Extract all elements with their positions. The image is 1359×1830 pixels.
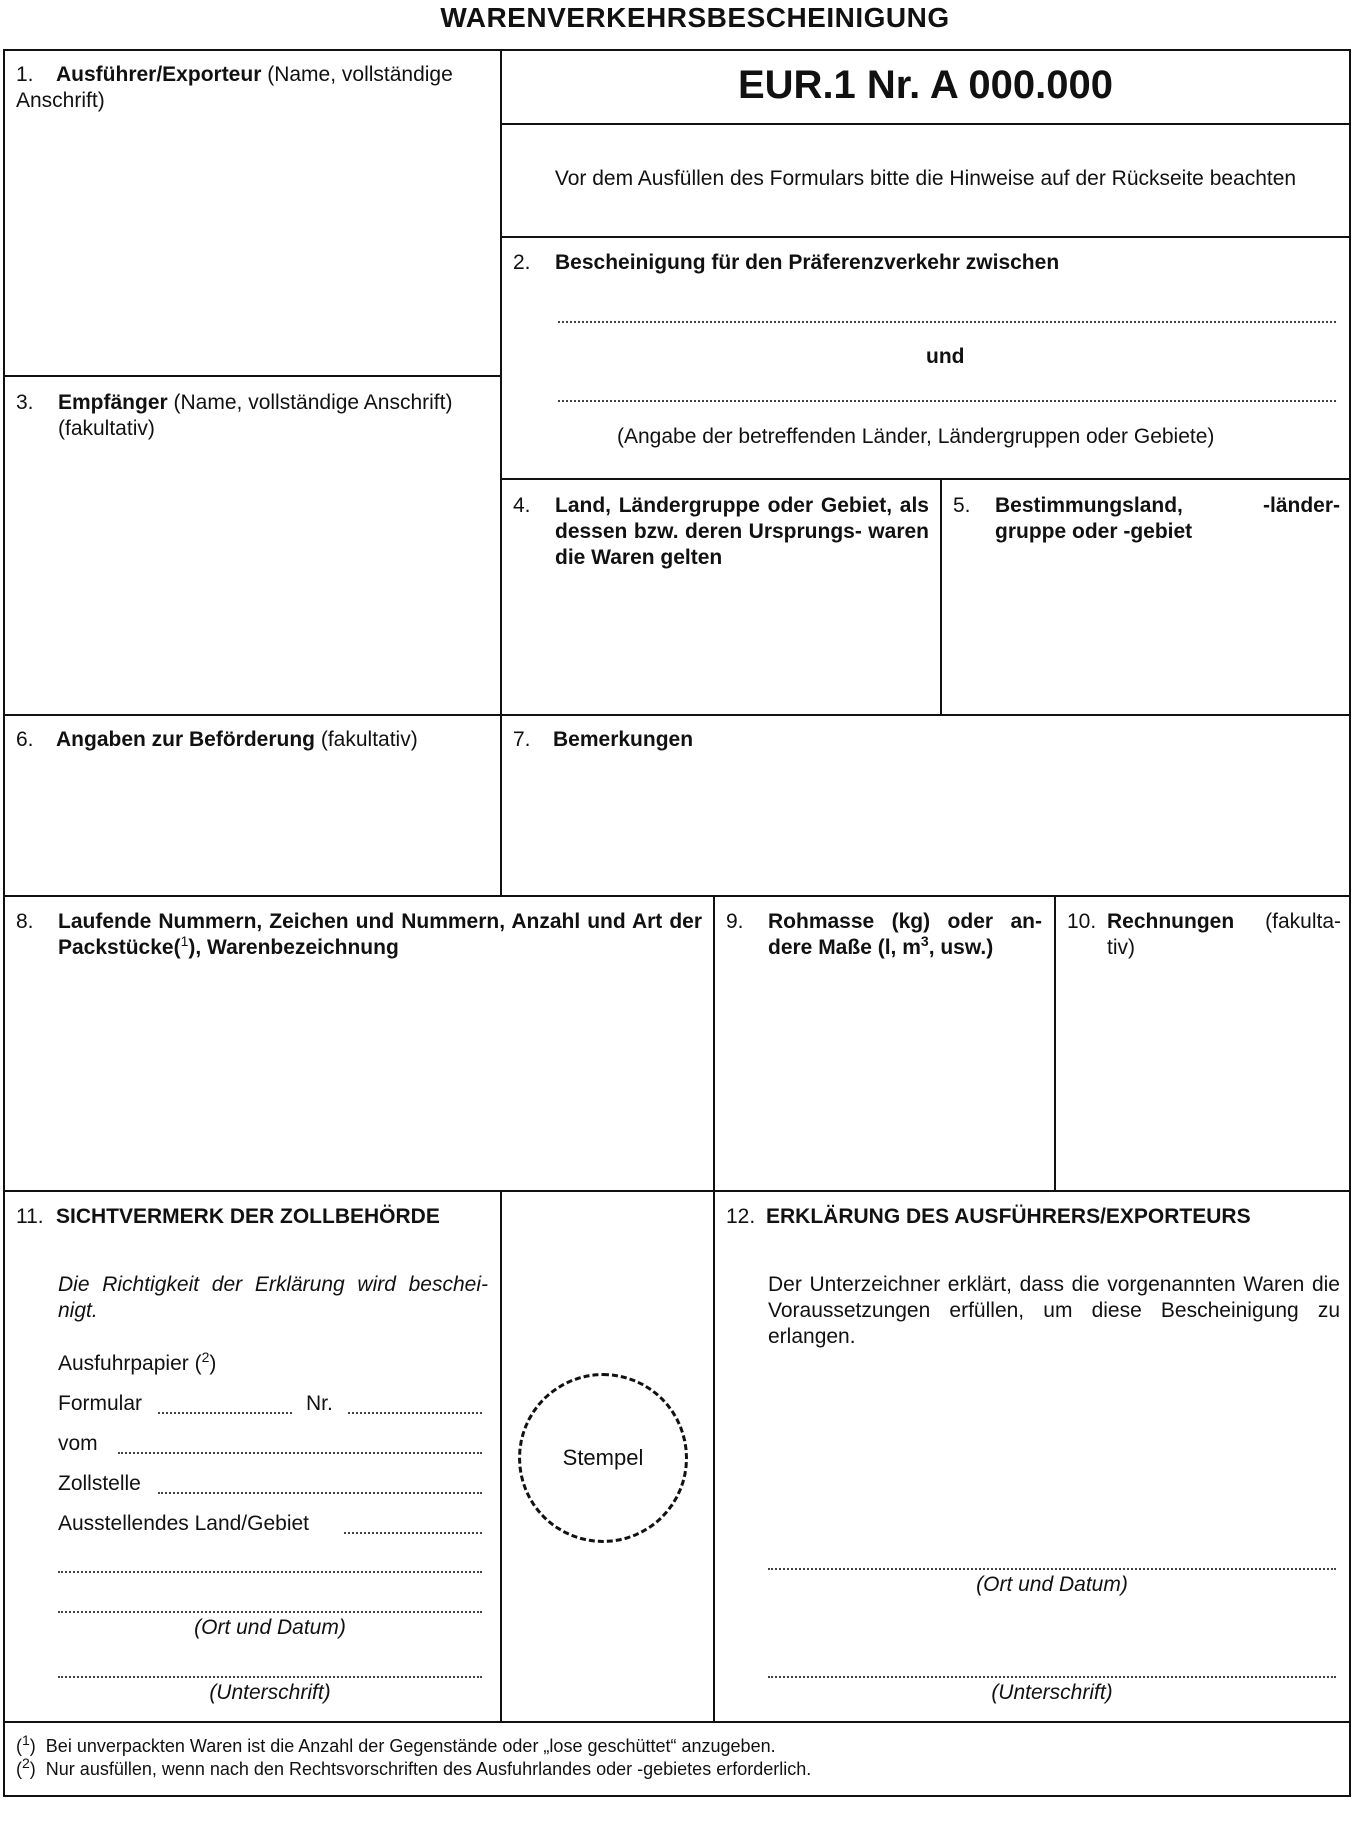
certificate-number: EUR.1 Nr. A 000.000 (737, 63, 1114, 107)
box4-title: Land, Ländergruppe oder Gebiet, als dessen bzw. deren Ursprungs- waren die Waren gelten (555, 494, 929, 569)
box4-number: 4. (513, 494, 531, 517)
box8-text (58, 909, 702, 961)
form-title: WARENVERKEHRSBESCHEINIGUNG (440, 2, 950, 33)
divider (500, 1190, 502, 1722)
box6-number: 6. (16, 728, 34, 751)
box9-label (726, 909, 1042, 961)
box3-title: Empfänger (58, 391, 168, 414)
box6-subtitle: (fakultativ) (315, 728, 418, 751)
export-doc-label: Ausfuhrpapier ( (58, 1352, 202, 1375)
stamp-area (518, 1373, 688, 1543)
box12-label (726, 1204, 1341, 1230)
box7-title: Bemerkungen (553, 728, 694, 751)
box1-title: Ausführer/Exporteur (56, 63, 262, 86)
box6-title: Angaben zur Beförderung (56, 728, 316, 751)
box11-export-document (58, 1351, 216, 1377)
box12-signature-line[interactable] (768, 1676, 1336, 1678)
vom-line[interactable] (118, 1452, 482, 1454)
box12-signature-caption: (Unterschrift) (991, 1681, 1113, 1704)
zollstelle-label: Zollstelle (58, 1472, 141, 1495)
box2-title: Bescheinigung für den Präferenzverkehr zwischen (555, 251, 1060, 274)
zollstelle-line[interactable] (158, 1492, 482, 1494)
box12-place-date-caption: (Ort und Datum) (976, 1573, 1128, 1596)
footnote-1: ($^1$) Bei unverpackten Waren ist die Anzahl der Gegenstände oder „lose geschüttet“ anzugeben. (16, 1732, 776, 1756)
box11-extra-line[interactable] (58, 1571, 482, 1573)
box3-number: 3. (16, 391, 34, 414)
superscript-3: 3 (920, 933, 929, 949)
box11-place-date-line[interactable] (58, 1611, 482, 1613)
box12-number: 12. (726, 1205, 756, 1228)
box2-label (513, 250, 1333, 276)
box8-title-b: ), Warenbezeichnung (188, 936, 399, 959)
divider (3, 714, 1351, 716)
box10-number: 10. (1067, 910, 1097, 933)
box11-confirmation: Die Richtigkeit der Erklärung wird beschei- nigt. (58, 1273, 488, 1322)
box5-number: 5. (953, 494, 971, 517)
footnote-ref-1: 1 (180, 933, 189, 949)
divider (940, 478, 942, 715)
divider (500, 478, 1351, 480)
box2-country-b-line[interactable] (558, 400, 1336, 402)
box2-hint: (Angabe der betreffenden Länder, Ländergruppen oder Gebiete) (617, 425, 1215, 448)
box10-title: Rechnungen (1107, 910, 1235, 933)
export-doc-close: ) (209, 1352, 217, 1375)
box1-label (16, 62, 490, 114)
divider (713, 895, 715, 1722)
box8-label (16, 909, 702, 961)
instructions-note: Vor dem Ausfüllen des Formulars bitte die Hinweise auf der Rückseite beachten (554, 167, 1297, 190)
divider (3, 375, 501, 377)
box10-label (1067, 909, 1341, 961)
divider (1054, 895, 1056, 1191)
box9-number: 9. (726, 910, 744, 933)
divider (500, 236, 1351, 238)
formular-label: Formular (58, 1392, 143, 1415)
footnote-2-mark: 2 (22, 1755, 30, 1771)
box10-text (1107, 909, 1341, 961)
box11-number: 11. (16, 1205, 44, 1228)
nr-label: Nr. (306, 1392, 333, 1415)
box8-title-a: Laufende Nummern, Zeichen und Nummern, Anzahl und Art der Packstücke( (58, 910, 702, 959)
box5-title: Bestimmungsland, -länder- gruppe oder -gebiet (995, 494, 1340, 543)
box11-label (16, 1204, 490, 1230)
stamp-label: Stempel (562, 1445, 644, 1470)
nr-line[interactable] (348, 1412, 482, 1414)
formular-line[interactable] (158, 1412, 292, 1414)
footnote-1-mark: 1 (22, 1732, 30, 1748)
vom-label: vom (58, 1432, 98, 1455)
footnote-ref-2: 2 (201, 1349, 210, 1365)
box12-declaration: Der Unterzeichner erklärt, dass die vorgenannten Waren die Voraussetzungen erfüllen, um diese Bescheinigung zu erlangen. (768, 1273, 1340, 1348)
box9-title-a: Rohmasse (kg) oder an- dere Maße (l, m (768, 910, 1042, 959)
box11-place-date-caption: (Ort und Datum) (194, 1616, 346, 1639)
issuing-country-line[interactable] (344, 1532, 482, 1534)
box7-number: 7. (513, 728, 531, 751)
box1-subtitle: (Name, vollständige Anschrift) (16, 63, 453, 112)
divider (3, 1721, 1351, 1723)
box6-label (16, 727, 490, 753)
box12-place-date-line[interactable] (768, 1568, 1336, 1570)
box2-country-a-line[interactable] (558, 321, 1336, 323)
box11-signature-line[interactable] (58, 1676, 482, 1678)
box12-title: ERKLÄRUNG DES AUSFÜHRERS/EXPORTEURS (766, 1205, 1251, 1228)
box7-label (513, 727, 1333, 753)
box9-text (768, 909, 1042, 961)
box10-subtitle: (fakulta- tiv) (1107, 910, 1341, 959)
footnote-2-text: Nur ausfüllen, wenn nach den Rechtsvorschriften des Ausfuhrlandes oder -gebietes erforderlich. (45, 1759, 812, 1779)
divider (3, 895, 1351, 897)
divider (3, 1190, 1351, 1192)
box3-label (16, 390, 490, 442)
box3-subtitle: (Name, vollständige Anschrift) (fakultativ) (58, 391, 453, 440)
box8-number: 8. (16, 910, 34, 933)
box2-und: und (926, 345, 965, 368)
divider (500, 123, 1351, 125)
issuing-country-label: Ausstellendes Land/Gebiet (58, 1512, 310, 1535)
box11-title: SICHTVERMERK DER ZOLLBEHÖRDE (56, 1205, 440, 1228)
box2-number: 2. (513, 251, 531, 274)
footnote-1-text: Bei unverpackten Waren ist die Anzahl der Gegenstände oder „lose geschüttet“ anzugeben. (45, 1736, 776, 1756)
box4-label (513, 493, 929, 571)
box9-title-b: , usw.) (928, 936, 994, 959)
box1-number: 1. (16, 63, 34, 86)
footnote-2: ($^2$) Nur ausfüllen, wenn nach den Rechtsvorschriften des Ausfuhrlandes oder -gebietes erforderlich. (16, 1755, 812, 1779)
box5-label (953, 493, 1340, 545)
box3-text (58, 390, 490, 442)
box11-signature-caption: (Unterschrift) (209, 1681, 331, 1704)
